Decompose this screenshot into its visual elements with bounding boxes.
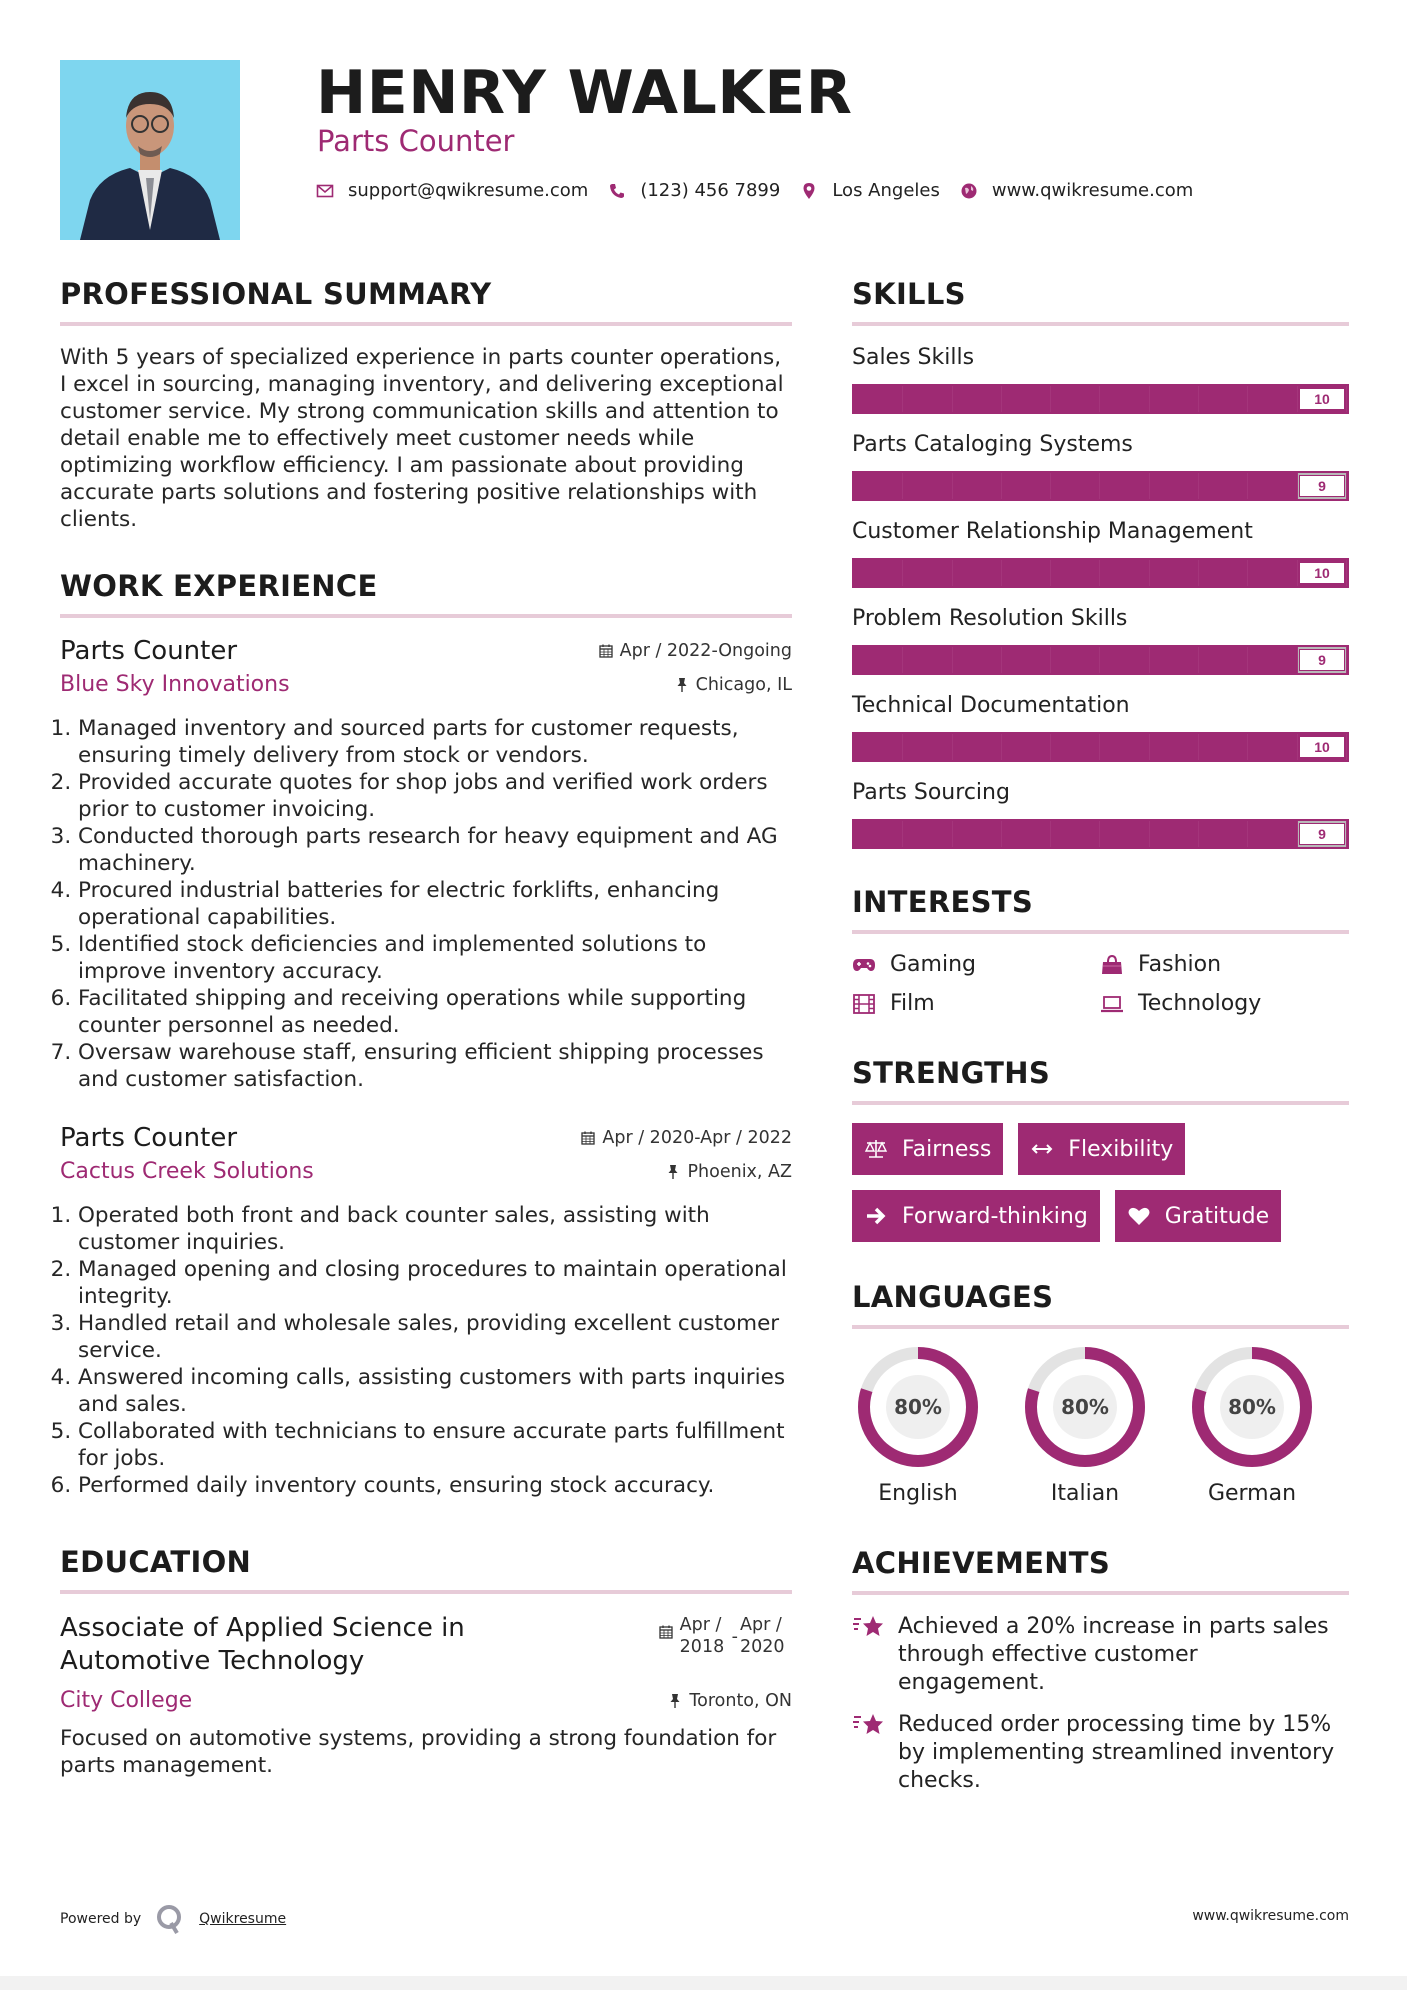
strength-label: Flexibility bbox=[1068, 1136, 1174, 1162]
skill-segment bbox=[1051, 386, 1100, 412]
education-date-sep: - bbox=[731, 1627, 738, 1647]
achievement-item bbox=[852, 1711, 1349, 1795]
job-duties bbox=[60, 715, 792, 1093]
skill-segment bbox=[903, 473, 952, 499]
achievement-text: Reduced order processing time by 15% by implementing streamlined inventory checks. bbox=[898, 1712, 1335, 1793]
skill-segment bbox=[854, 734, 903, 760]
arrows-horizontal-icon bbox=[1030, 1138, 1056, 1160]
page-bottom-band bbox=[0, 1976, 1407, 1990]
duty-item: 4. Procured industrial batteries for electric forklifts, enhancing operational capabilities. bbox=[78, 877, 792, 931]
arrow-right-icon bbox=[864, 1205, 890, 1227]
skill-item bbox=[852, 344, 1349, 414]
skill-segment bbox=[854, 560, 903, 586]
person-photo-icon bbox=[60, 60, 240, 240]
strength-label: Forward-thinking bbox=[902, 1203, 1088, 1229]
skill-segment bbox=[1199, 821, 1248, 847]
skill-segment bbox=[1248, 473, 1297, 499]
language-name: Italian bbox=[1050, 1481, 1120, 1506]
envelope-icon bbox=[316, 182, 334, 200]
skill-segment bbox=[953, 647, 1002, 673]
candidate-name: HENRY WALKER bbox=[316, 58, 853, 128]
job-date bbox=[580, 1128, 792, 1148]
pushpin-icon bbox=[667, 1693, 683, 1709]
profile-photo bbox=[60, 60, 240, 240]
skill-value-badge: 10 bbox=[1299, 736, 1345, 758]
school-name: City College bbox=[60, 1688, 193, 1713]
skill-segment bbox=[1100, 473, 1149, 499]
job-location-text: Phoenix, AZ bbox=[687, 1161, 792, 1182]
job-date bbox=[598, 641, 792, 661]
skill-segment bbox=[1150, 647, 1199, 673]
education-heading: EDUCATION bbox=[60, 1545, 252, 1579]
skill-segment bbox=[1100, 734, 1149, 760]
duty-item: 1. Operated both front and back counter sales, assisting with customer inquiries. bbox=[78, 1202, 792, 1256]
skill-segment bbox=[1248, 560, 1297, 586]
strength-label: Gratitude bbox=[1164, 1203, 1270, 1229]
experience-heading: WORK EXPERIENCE bbox=[60, 569, 378, 603]
language-name: English bbox=[878, 1481, 958, 1506]
skill-segment bbox=[1199, 473, 1248, 499]
skill-name: Parts Sourcing bbox=[852, 780, 1010, 805]
skill-segment bbox=[1199, 647, 1248, 673]
interest-item bbox=[1100, 991, 1348, 1016]
skill-segment bbox=[1051, 647, 1100, 673]
interest-item bbox=[1100, 952, 1348, 977]
language-percent: 80% bbox=[1061, 1395, 1109, 1419]
summary-text: With 5 years of specialized experience in parts counter operations, I excel in sourcing, managing inventory, and delivering exceptional customer service. My strong communication skills and attention to detail enable me to effectively meet customer needs while optimizing workflow efficiency. I am passionate about providing accurate parts solutions and fostering positive relationships with clients. bbox=[60, 345, 784, 532]
education-description: Focused on automotive systems, providing a strong foundation for parts management. bbox=[60, 1726, 777, 1778]
job-entry bbox=[60, 1123, 792, 1499]
skills-section bbox=[852, 275, 1349, 849]
skill-level-bar bbox=[852, 384, 1349, 414]
skill-segment bbox=[1002, 560, 1051, 586]
language-item bbox=[1192, 1347, 1312, 1506]
duty-item: 2. Managed opening and closing procedures to maintain operational integrity. bbox=[78, 1256, 792, 1310]
skill-segment bbox=[1002, 734, 1051, 760]
skill-item bbox=[852, 692, 1349, 762]
skill-segment bbox=[1100, 647, 1149, 673]
skill-segment bbox=[903, 560, 952, 586]
section-divider bbox=[60, 1590, 792, 1594]
skill-segment bbox=[854, 821, 903, 847]
job-position: Parts Counter bbox=[60, 1123, 238, 1153]
language-percent: 80% bbox=[894, 1395, 942, 1419]
achievement-item bbox=[852, 1613, 1349, 1697]
skill-segment bbox=[1248, 647, 1297, 673]
section-divider bbox=[852, 1591, 1349, 1595]
skill-level-bar bbox=[852, 471, 1349, 501]
skills-list bbox=[852, 344, 1349, 849]
location-text: Los Angeles bbox=[832, 180, 940, 201]
interest-label: Technology bbox=[1138, 991, 1262, 1016]
skill-segment bbox=[903, 386, 952, 412]
strength-label: Fairness bbox=[902, 1136, 992, 1162]
job-title: Parts Counter bbox=[317, 124, 515, 158]
duty-item: 3. Handled retail and wholesale sales, providing excellent customer service. bbox=[78, 1310, 792, 1364]
job-position: Parts Counter bbox=[60, 636, 238, 666]
skill-name: Customer Relationship Management bbox=[852, 519, 1253, 544]
skill-item bbox=[852, 605, 1349, 675]
education-date bbox=[658, 1614, 792, 1658]
skill-segment bbox=[903, 734, 952, 760]
contact-phone[interactable] bbox=[608, 180, 780, 201]
skill-name: Technical Documentation bbox=[852, 693, 1130, 718]
skill-segment bbox=[1100, 386, 1149, 412]
job-date-text: Apr / 2022-Ongoing bbox=[619, 641, 792, 661]
skill-value-badge: 10 bbox=[1299, 562, 1345, 584]
education-start: Apr / 2018 bbox=[679, 1615, 725, 1657]
skill-segment bbox=[1002, 821, 1051, 847]
skill-segment bbox=[1002, 386, 1051, 412]
duty-item: 7. Oversaw warehouse staff, ensuring efficient shipping processes and customer satisfaction. bbox=[78, 1039, 792, 1093]
education-end: Apr / 2020 bbox=[740, 1615, 785, 1657]
language-name: German bbox=[1207, 1481, 1297, 1506]
skill-segment bbox=[953, 821, 1002, 847]
skill-name: Sales Skills bbox=[852, 345, 975, 370]
phone-icon bbox=[608, 182, 626, 200]
skill-level-bar bbox=[852, 558, 1349, 588]
section-divider bbox=[852, 1101, 1349, 1105]
skill-level-bar bbox=[852, 732, 1349, 762]
skill-segment bbox=[1051, 560, 1100, 586]
skill-segment bbox=[1248, 734, 1297, 760]
skill-segment bbox=[1150, 821, 1199, 847]
language-progress-ring bbox=[1192, 1347, 1312, 1467]
strength-chip bbox=[1115, 1190, 1281, 1242]
interests-heading: INTERESTS bbox=[852, 885, 1034, 919]
skill-segment bbox=[854, 647, 903, 673]
summary-section bbox=[60, 275, 792, 533]
skill-segment bbox=[1150, 734, 1199, 760]
skill-value-badge: 9 bbox=[1299, 475, 1345, 497]
skill-segment bbox=[1002, 647, 1051, 673]
contact-email[interactable] bbox=[316, 180, 588, 201]
skill-item bbox=[852, 431, 1349, 501]
skill-segment bbox=[1199, 386, 1248, 412]
powered-by-label: Powered by bbox=[60, 1911, 142, 1927]
contact-website[interactable] bbox=[960, 180, 1193, 201]
languages-list bbox=[852, 1347, 1349, 1506]
achievements-section bbox=[852, 1544, 1349, 1795]
laptop-icon bbox=[1100, 993, 1126, 1015]
footer-website-link[interactable]: www.qwikresume.com bbox=[1192, 1908, 1349, 1924]
skill-segment bbox=[1051, 734, 1100, 760]
skill-segment bbox=[953, 560, 1002, 586]
duty-item: 6. Facilitated shipping and receiving operations while supporting counter personnel as needed. bbox=[78, 985, 792, 1039]
language-progress-ring bbox=[1025, 1347, 1145, 1467]
job-date-text: Apr / 2020-Apr / 2022 bbox=[602, 1128, 792, 1148]
map-marker-icon bbox=[800, 182, 818, 200]
heart-icon bbox=[1127, 1205, 1153, 1227]
job-location bbox=[674, 675, 792, 695]
section-divider bbox=[852, 322, 1349, 326]
skill-segment bbox=[1150, 386, 1199, 412]
film-icon bbox=[852, 993, 878, 1015]
strength-chip bbox=[852, 1190, 1100, 1242]
skill-segment bbox=[953, 386, 1002, 412]
section-divider bbox=[60, 614, 792, 618]
job-company: Cactus Creek Solutions bbox=[60, 1159, 314, 1184]
website-text: www.qwikresume.com bbox=[991, 180, 1194, 201]
globe-icon bbox=[960, 182, 978, 200]
job-entry bbox=[60, 636, 792, 1093]
skill-segment bbox=[1199, 734, 1248, 760]
skill-segment bbox=[1248, 821, 1297, 847]
interest-label: Gaming bbox=[890, 952, 976, 977]
interests-list bbox=[852, 952, 1349, 1016]
skill-name: Problem Resolution Skills bbox=[852, 606, 1128, 631]
language-percent: 80% bbox=[1228, 1395, 1276, 1419]
balance-scale-icon bbox=[864, 1138, 890, 1160]
qwikresume-link[interactable]: Qwikresume bbox=[199, 1911, 287, 1927]
skill-segment bbox=[903, 821, 952, 847]
skill-segment bbox=[1051, 473, 1100, 499]
strengths-list bbox=[852, 1123, 1349, 1242]
degree-title: Associate of Applied Science in Automotive Technology bbox=[60, 1613, 465, 1676]
languages-section bbox=[852, 1278, 1349, 1506]
skill-segment bbox=[1248, 386, 1297, 412]
skill-level-bar bbox=[852, 819, 1349, 849]
calendar-icon bbox=[658, 1624, 674, 1640]
interests-section bbox=[852, 883, 1349, 1016]
section-divider bbox=[852, 930, 1349, 934]
skill-segment bbox=[1150, 560, 1199, 586]
job-company: Blue Sky Innovations bbox=[60, 672, 290, 697]
job-location bbox=[665, 1162, 792, 1182]
calendar-icon bbox=[598, 643, 614, 659]
skill-segment bbox=[1051, 821, 1100, 847]
skill-segment bbox=[1150, 473, 1199, 499]
interest-label: Fashion bbox=[1138, 952, 1222, 977]
skill-name: Parts Cataloging Systems bbox=[852, 432, 1133, 457]
skill-segment bbox=[953, 734, 1002, 760]
language-item bbox=[1025, 1347, 1145, 1506]
skill-segment bbox=[854, 386, 903, 412]
duty-item: 4. Answered incoming calls, assisting customers with parts inquiries and sales. bbox=[78, 1364, 792, 1418]
languages-heading: LANGUAGES bbox=[852, 1280, 1054, 1314]
duty-item: 2. Provided accurate quotes for shop jobs and verified work orders prior to customer invoicing. bbox=[78, 769, 792, 823]
achievements-heading: ACHIEVEMENTS bbox=[852, 1546, 1111, 1580]
duty-item: 1. Managed inventory and sourced parts for customer requests, ensuring timely delivery from stock or vendors. bbox=[78, 715, 792, 769]
contact-row bbox=[316, 180, 1213, 201]
job-location-text: Chicago, IL bbox=[695, 674, 792, 695]
duty-item: 6. Performed daily inventory counts, ensuring stock accuracy. bbox=[78, 1472, 792, 1499]
interest-item bbox=[852, 952, 1100, 977]
skill-segment bbox=[1199, 560, 1248, 586]
pushpin-icon bbox=[665, 1164, 681, 1180]
skill-level-bar bbox=[852, 645, 1349, 675]
skill-segment bbox=[854, 473, 903, 499]
interest-item bbox=[852, 991, 1100, 1016]
education-section bbox=[60, 1543, 792, 1779]
left-column bbox=[60, 275, 792, 1779]
duty-item: 5. Collaborated with technicians to ensure accurate parts fulfillment for jobs. bbox=[78, 1418, 792, 1472]
strengths-heading: STRENGTHS bbox=[852, 1056, 1051, 1090]
strength-chip bbox=[1018, 1123, 1185, 1175]
skill-item bbox=[852, 518, 1349, 588]
phone-text: (123) 456 7899 bbox=[640, 180, 781, 201]
interest-label: Film bbox=[890, 991, 935, 1016]
contact-location bbox=[800, 180, 940, 201]
skill-item bbox=[852, 779, 1349, 849]
shooting-star-icon bbox=[852, 1613, 886, 1641]
gamepad-icon bbox=[852, 954, 878, 976]
skill-value-badge: 9 bbox=[1299, 649, 1345, 671]
strengths-section bbox=[852, 1054, 1349, 1242]
job-duties bbox=[60, 1202, 792, 1499]
section-divider bbox=[60, 322, 792, 326]
skill-segment bbox=[953, 473, 1002, 499]
calendar-icon bbox=[580, 1130, 596, 1146]
school-location bbox=[667, 1691, 792, 1711]
email-text: support@qwikresume.com bbox=[348, 180, 589, 201]
language-item bbox=[858, 1347, 978, 1506]
skill-value-badge: 10 bbox=[1299, 388, 1345, 410]
section-divider bbox=[852, 1325, 1349, 1329]
skill-segment bbox=[1100, 821, 1149, 847]
summary-heading: PROFESSIONAL SUMMARY bbox=[60, 277, 492, 311]
language-progress-ring bbox=[858, 1347, 978, 1467]
shooting-star-icon bbox=[852, 1711, 886, 1739]
footer-powered-by bbox=[60, 1903, 286, 1935]
shopping-bag-icon bbox=[1100, 954, 1126, 976]
strength-chip bbox=[852, 1123, 1003, 1175]
pushpin-icon bbox=[674, 677, 690, 693]
skill-value-badge: 9 bbox=[1299, 823, 1345, 845]
right-column bbox=[852, 275, 1349, 1809]
skill-segment bbox=[1100, 560, 1149, 586]
duty-item: 5. Identified stock deficiencies and implemented solutions to improve inventory accuracy. bbox=[78, 931, 792, 985]
skill-segment bbox=[1002, 473, 1051, 499]
skill-segment bbox=[903, 647, 952, 673]
experience-section bbox=[60, 567, 792, 1499]
skills-heading: SKILLS bbox=[852, 277, 966, 311]
school-location-text: Toronto, ON bbox=[689, 1690, 792, 1711]
qwikresume-logo-icon bbox=[155, 1903, 185, 1935]
duty-item: 3. Conducted thorough parts research for heavy equipment and AG machinery. bbox=[78, 823, 792, 877]
achievement-text: Achieved a 20% increase in parts sales through effective customer engagement. bbox=[898, 1614, 1329, 1695]
